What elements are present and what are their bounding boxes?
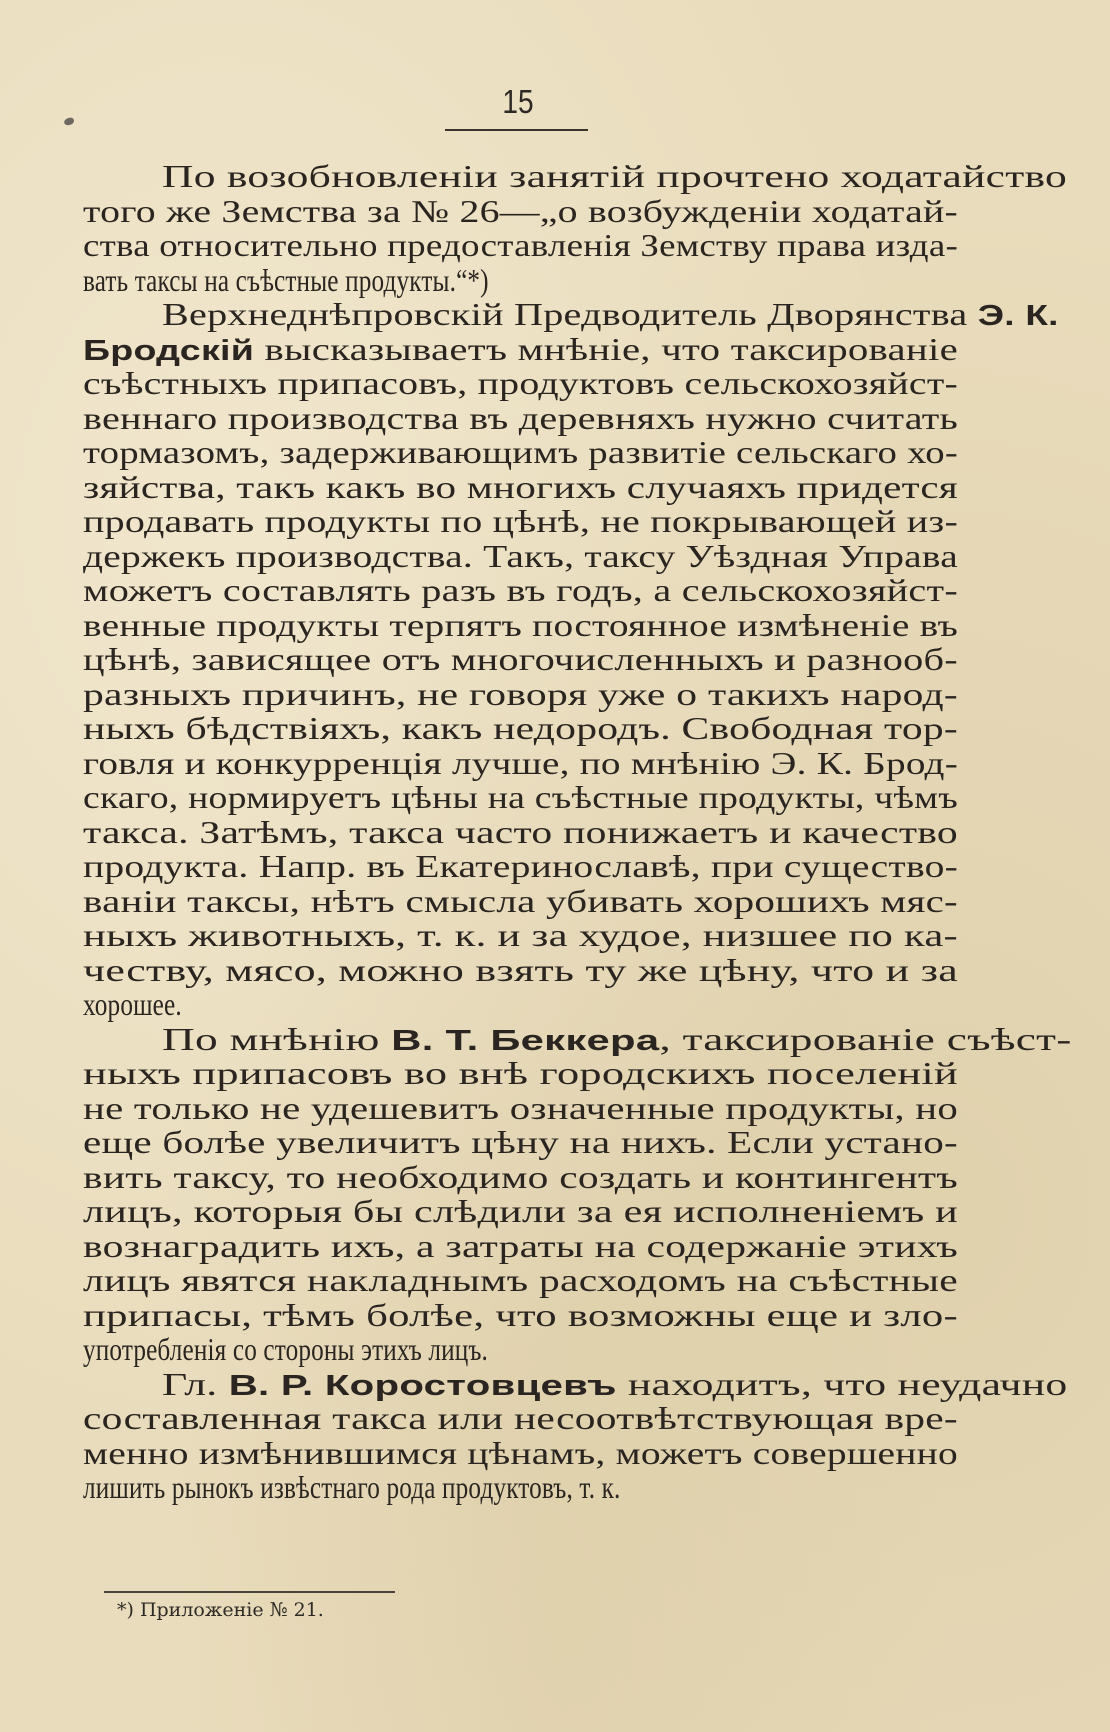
text-line-content xyxy=(83,436,958,471)
text-line xyxy=(83,195,958,230)
text-line xyxy=(83,954,958,989)
text-line-content xyxy=(83,816,958,851)
text-line xyxy=(83,1195,958,1230)
text-run: припасы, тѣмъ болѣе, что возможны еще и зло- xyxy=(83,1297,958,1333)
paragraph xyxy=(83,1366,1068,1506)
text-line xyxy=(83,712,958,747)
text-line-content xyxy=(83,712,958,747)
text-line-content xyxy=(83,1195,958,1230)
text-line xyxy=(83,919,958,954)
text-line-content xyxy=(83,1126,958,1161)
text-line xyxy=(83,1402,958,1437)
text-line-content xyxy=(83,954,958,989)
text-line xyxy=(83,1471,958,1506)
speaker-name: В. Р. Коростовцевъ xyxy=(228,1369,617,1402)
text-run: лицъ, которыя бы слѣдили за ея исполненіемъ и xyxy=(83,1194,959,1229)
text-line xyxy=(83,643,958,678)
ink-smudge xyxy=(63,117,75,127)
text-run: составленная такса или несоотвѣтствующая вре- xyxy=(83,1401,958,1436)
text-run: венные продукты терпятъ постоянное измѣненіе въ xyxy=(83,607,959,643)
text-line-content xyxy=(162,1023,1072,1059)
text-line-content xyxy=(83,264,489,299)
text-run: ства относительно предоставленія Земству права изда- xyxy=(83,228,959,263)
text-line xyxy=(83,402,958,437)
text-line xyxy=(83,1126,958,1161)
text-line-content xyxy=(83,643,958,678)
text-line-content xyxy=(83,402,958,437)
text-run: лицъ явятся накладнымъ расходомъ на съѣстные xyxy=(83,1263,958,1298)
text-line-content xyxy=(83,1333,488,1368)
text-run: говля и конкурренція лучше, по мнѣнію Э. К. Брод- xyxy=(83,745,959,781)
text-line-content xyxy=(83,1092,958,1127)
text-line xyxy=(83,333,958,368)
text-line xyxy=(83,367,958,402)
text-run: хорошее. xyxy=(83,987,182,1022)
text-line-content xyxy=(83,747,958,782)
paragraph xyxy=(83,1021,1072,1368)
text-run: Гл. xyxy=(162,1366,229,1402)
text-line xyxy=(83,609,958,644)
text-run: ваніи таксы, нѣтъ смысла убивать хорошихъ мяс- xyxy=(83,883,958,919)
text-run: ныхъ животныхъ, т. к. и за худое, низшее по ка- xyxy=(83,918,958,953)
text-run: Верхнеднѣпровскій Предводитель Дворянства xyxy=(162,297,978,332)
text-line xyxy=(83,574,958,609)
text-line xyxy=(83,159,1068,195)
text-run: можетъ составлять разъ въ годъ, а сельскохозяйст- xyxy=(83,573,958,608)
text-run: лишить рынокъ извѣстнаго рода продуктовъ, т. к. xyxy=(83,1470,621,1505)
paragraph xyxy=(83,159,1068,298)
text-run: еще болѣе увеличитъ цѣну на нихъ. Если устано- xyxy=(83,1125,958,1160)
text-line xyxy=(83,264,958,299)
text-run: вознаградить ихъ, а затраты на содержаніе этихъ xyxy=(83,1228,958,1264)
page-number: 15 xyxy=(502,83,534,120)
text-line xyxy=(83,1230,958,1265)
page-number-rule xyxy=(445,129,588,131)
text-line-content xyxy=(162,1368,1068,1404)
text-line xyxy=(83,540,958,575)
text-line xyxy=(83,1161,958,1196)
text-line-content xyxy=(83,885,958,920)
text-run: вить таксу, то необходимо создать и контингентъ xyxy=(83,1159,959,1195)
text-run: ныхъ припасовъ во внѣ городскихъ поселеній xyxy=(83,1056,959,1091)
text-line-content xyxy=(83,1057,958,1092)
text-line-content xyxy=(83,333,958,369)
text-run: зяйства, такъ какъ во многихъ случаяхъ придется xyxy=(83,469,958,505)
text-line-content xyxy=(83,781,958,816)
text-run: цѣнѣ, зависящее отъ многочисленныхъ и разнооб- xyxy=(83,642,958,677)
text-line xyxy=(83,885,958,920)
text-line-content xyxy=(83,1264,958,1299)
text-run: находитъ, что неудачно xyxy=(616,1366,1068,1402)
text-line-content xyxy=(162,298,1059,334)
footnote-divider xyxy=(104,1591,395,1593)
speaker-name: Э. К. xyxy=(977,300,1059,332)
text-line xyxy=(83,988,958,1023)
text-line xyxy=(83,1366,1068,1403)
text-run: ныхъ бѣдствіяхъ, какъ недородъ. Свободная тор- xyxy=(83,711,959,746)
text-line xyxy=(83,816,958,851)
text-line xyxy=(83,1092,958,1127)
text-run: менно измѣнившимся цѣнамъ, можетъ совершенно xyxy=(83,1435,959,1471)
speaker-name: Бродскій xyxy=(83,334,255,367)
text-run: тормазомъ, задерживающимъ развитіе сельскаго хо- xyxy=(83,435,959,470)
text-line xyxy=(83,229,958,264)
footnote: *) Приложеніе № 21. xyxy=(117,1599,324,1621)
text-run: веннаго производства въ деревняхъ нужно считать xyxy=(83,400,959,436)
text-line xyxy=(83,436,958,471)
text-line xyxy=(83,850,958,885)
text-run: держекъ производства. Такъ, таксу Уѣздная Управа xyxy=(83,538,958,574)
text-run: продукта. Напр. въ Екатеринославѣ, при существо- xyxy=(83,849,959,884)
text-line-content xyxy=(83,1161,958,1196)
text-line xyxy=(83,1299,958,1334)
text-line xyxy=(83,781,958,816)
text-run: того же Земства за № 26—„о возбужденіи ходатай- xyxy=(83,193,959,229)
text-run: разныхъ причинъ, не говоря уже о такихъ народ- xyxy=(83,676,958,712)
text-line xyxy=(83,678,958,713)
text-line-content xyxy=(83,919,958,954)
text-run: высказываетъ мнѣніе, что таксированіе xyxy=(254,331,958,367)
text-run: съѣстныхъ припасовъ, продуктовъ сельскохозяйст- xyxy=(83,366,958,401)
text-line xyxy=(83,505,958,540)
text-line-content xyxy=(83,195,958,230)
text-line xyxy=(83,297,1059,333)
text-line-content xyxy=(83,678,958,713)
text-run: продавать продукты по цѣнѣ, не покрывающей из- xyxy=(83,504,959,539)
body-text xyxy=(83,159,1072,1506)
text-run: честву, мясо, можно взять ту же цѣну, что и за xyxy=(83,952,959,988)
paragraph xyxy=(83,297,1059,1023)
text-line-content xyxy=(83,1437,958,1472)
text-line-content xyxy=(162,160,1067,195)
text-run: По возобновленіи занятій прочтено ходатайство xyxy=(162,159,1068,194)
text-line-content xyxy=(83,988,182,1023)
text-line-content xyxy=(83,505,958,540)
text-line xyxy=(83,1021,1072,1058)
text-line-content xyxy=(83,850,958,885)
text-run: употребленія со стороны этихъ лицъ. xyxy=(83,1332,489,1367)
text-line-content xyxy=(83,1471,620,1506)
text-line-content xyxy=(83,609,958,644)
text-line-content xyxy=(83,1299,958,1334)
text-run: , таксированіе съѣст- xyxy=(659,1021,1072,1057)
text-line-content xyxy=(83,1402,958,1437)
text-line-content xyxy=(83,540,958,575)
text-line-content xyxy=(83,1230,958,1265)
text-run: По мнѣнію xyxy=(162,1021,392,1057)
text-line xyxy=(83,747,958,782)
text-run: вать таксы на съѣстные продукты.“*) xyxy=(83,262,489,298)
text-run: не только не удешевитъ означенные продукты, но xyxy=(83,1090,958,1126)
text-run: скаго, нормируетъ цѣны на съѣстные продукты, чѣмъ xyxy=(83,780,959,815)
text-line xyxy=(83,1057,958,1092)
speaker-name: В. Т. Беккера xyxy=(391,1024,660,1057)
text-line xyxy=(83,1264,958,1299)
text-line xyxy=(83,1333,958,1368)
text-line-content xyxy=(83,574,958,609)
text-line xyxy=(83,1437,958,1472)
text-line xyxy=(83,471,958,506)
text-line-content xyxy=(83,471,958,506)
text-run: такса. Затѣмъ, такса часто понижаетъ и качество xyxy=(83,814,958,850)
text-line-content xyxy=(83,367,958,402)
text-line-content xyxy=(83,229,958,264)
